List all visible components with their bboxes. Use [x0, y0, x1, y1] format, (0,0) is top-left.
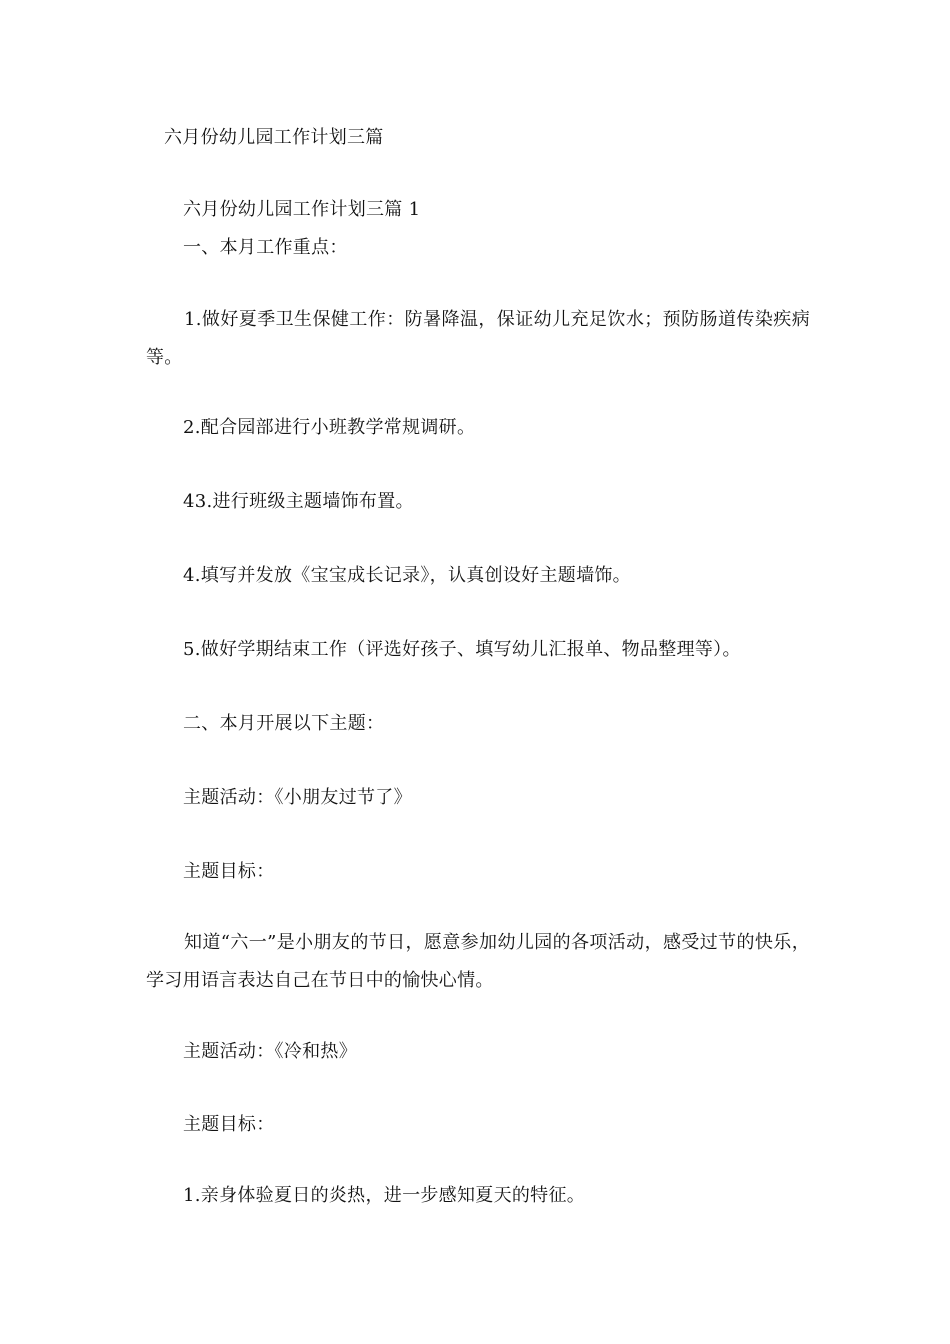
theme-1-goal-text: 知道“六一”是小朋友的节日，愿意参加幼儿园的各项活动，感受过节的快乐，学习用语言表达自己在节日中的愉快心情。: [146, 932, 810, 991]
work-item-3: 43.进行班级主题墙饰布置。: [183, 491, 414, 512]
document-subtitle: 六月份幼儿园工作计划三篇 1: [183, 199, 421, 220]
work-item-1: 1.做好夏季卫生保健工作：防暑降温，保证幼儿充足饮水；预防肠道传染疾病等。: [146, 309, 810, 368]
theme-1-activity: 主题活动：《小朋友过节了》: [183, 787, 412, 808]
work-item-5: 5.做好学期结束工作（评选好孩子、填写幼儿汇报单、物品整理等）。: [183, 639, 741, 660]
section-heading-themes: 二、本月开展以下主题：: [183, 713, 385, 734]
theme-2-activity: 主题活动：《冷和热》: [183, 1041, 357, 1062]
theme-2-goal-item-1: 1.亲身体验夏日的炎热，进一步感知夏天的特征。: [183, 1185, 586, 1206]
work-item-4: 4.填写并发放《宝宝成长记录》，认真创设好主题墙饰。: [183, 565, 631, 586]
document-title: 六月份幼儿园工作计划三篇: [164, 127, 384, 148]
work-item-2: 2.配合园部进行小班教学常规调研。: [183, 417, 476, 438]
theme-2-goal-label: 主题目标：: [183, 1114, 275, 1135]
section-heading-work-focus: 一、本月工作重点：: [183, 237, 348, 258]
theme-1-goal-label: 主题目标：: [183, 861, 275, 882]
